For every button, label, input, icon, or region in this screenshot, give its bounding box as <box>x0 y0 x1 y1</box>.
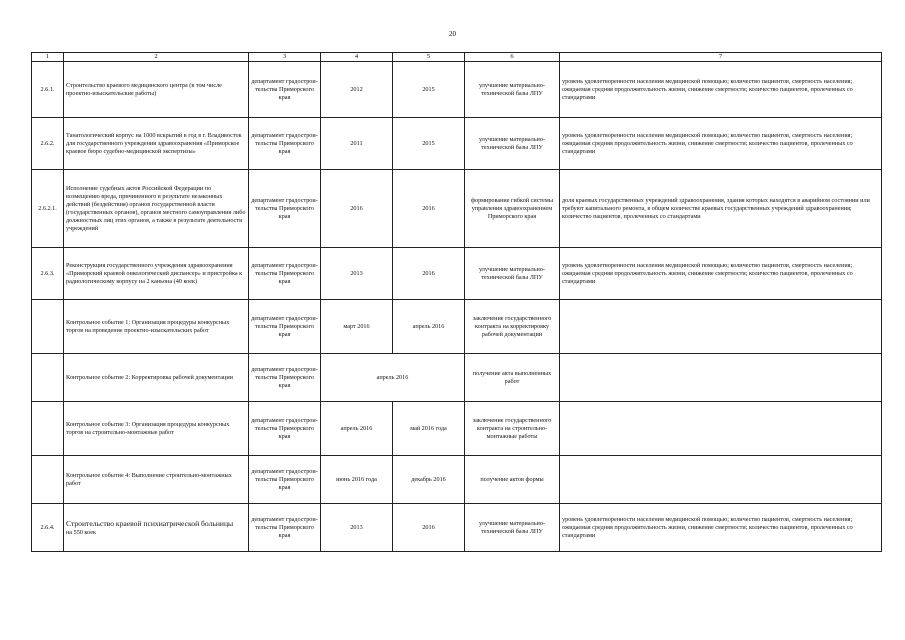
table-row <box>32 118 882 170</box>
row-number <box>32 402 64 456</box>
start-date: 2016 <box>321 170 393 248</box>
executor: департамент градострои-тельства Приморского края <box>249 504 321 552</box>
start-date: апрель 2016 <box>321 402 393 456</box>
expected-result: формирование гибкой системы управления здравоохранением Приморского края <box>465 170 560 248</box>
table-row <box>32 62 882 118</box>
row-number: 2.6.2.1. <box>32 170 64 248</box>
table-row <box>32 354 882 402</box>
end-date: 2015 <box>393 118 465 170</box>
expected-result: заключение государственного контракта на строительно-монтажные работы <box>465 402 560 456</box>
executor: департамент градострои-тельства Приморского края <box>249 456 321 504</box>
indicators: уровень удовлетворенности населения медицинской помощью; количество пациентов, смертность населения; ожидаемая средняя продолжительность жизни, снижение смертности; количество пациентов, пролеченных со стандартами <box>560 248 882 300</box>
header-row <box>32 53 882 62</box>
column-header: 7 <box>560 53 882 62</box>
column-header: 4 <box>321 53 393 62</box>
measure-name: Контрольное событие 1: Организация процедуры конкурсных торгов на проведение проектно-изыскательских работ <box>64 300 249 354</box>
expected-result: получение актов формы <box>465 456 560 504</box>
measure-name: Реконструкция государственного учреждения здравоохранения «Приморский краевой онкологический диспансер» и пристройка к радиологическому корпусу на 2 каньона (40 коек) <box>64 248 249 300</box>
column-header: 2 <box>64 53 249 62</box>
indicators <box>560 456 882 504</box>
end-date: 2016 <box>393 504 465 552</box>
program-table <box>31 52 882 552</box>
measure-name: Танатологический корпус на 1000 вскрытий в год в г. Владивосток для государственного учреждения здравоохранения «Приморское краевое бюро судебно-медицинской экспертизы» <box>64 118 249 170</box>
row-number: 2.6.2. <box>32 118 64 170</box>
table-row <box>32 300 882 354</box>
table-row <box>32 456 882 504</box>
period: апрель 2016 <box>321 354 465 402</box>
table-row <box>32 402 882 456</box>
end-date: 2016 <box>393 170 465 248</box>
executor: департамент градострои-тельства Приморского края <box>249 248 321 300</box>
end-date: 2015 <box>393 62 465 118</box>
column-header: 3 <box>249 53 321 62</box>
row-number <box>32 456 64 504</box>
measure-name-main: Строительство краевой психиатрической больницы <box>66 518 234 528</box>
measure-name: Контрольное событие 4: Выполнение строительно-монтажных работ <box>64 456 249 504</box>
column-header: 6 <box>465 53 560 62</box>
row-number <box>32 354 64 402</box>
executor: департамент градострои-тельства Приморского края <box>249 62 321 118</box>
row-number <box>32 300 64 354</box>
measure-name: Строительство краевого медицинского центра (в том числе проектно-изыскательские работы) <box>64 62 249 118</box>
start-date: 2011 <box>321 118 393 170</box>
page-number: 20 <box>449 30 456 38</box>
executor: департамент градострои-тельства Приморского края <box>249 402 321 456</box>
indicators: доля краевых государственных учреждений здравоохранения, здания которых находятся в аварийном состоянии или требуют капитального ремонта, в общем количестве краевых государственных учреждений здравоохранения; количество пациентов, пролеченных со стандартами <box>560 170 882 248</box>
table-row <box>32 248 882 300</box>
table-row <box>32 170 882 248</box>
measure-name: Исполнение судебных актов Российской Федерации по возмещению вреда, причиненного в результате незаконных действий (бездействия) органов государственной власти (государственных органов), органов местного самоуправления либо должностных лиц этих органов, а также в результате деятельности учреждений <box>64 170 249 248</box>
indicators <box>560 354 882 402</box>
row-number: 2.6.1. <box>32 62 64 118</box>
row-number: 2.6.4. <box>32 504 64 552</box>
start-date: 2013 <box>321 248 393 300</box>
start-date: 2012 <box>321 62 393 118</box>
expected-result: улучшение материально-технической базы ЛПУ <box>465 62 560 118</box>
executor: департамент градострои-тельства Приморского края <box>249 300 321 354</box>
end-date: май 2016 года <box>393 402 465 456</box>
measure-name <box>64 504 249 552</box>
row-number: 2.6.3. <box>32 248 64 300</box>
measure-name: Контрольное событие 3: Организация процедуры конкурсных торгов на строительно-монтажные работ <box>64 402 249 456</box>
measure-name-rest: на 550 коек <box>66 528 97 536</box>
expected-result: улучшение материально-технической базы ЛПУ <box>465 118 560 170</box>
executor: департамент градострои-тельства Приморского края <box>249 354 321 402</box>
indicators <box>560 300 882 354</box>
start-date: июнь 2016 года <box>321 456 393 504</box>
indicators: уровень удовлетворенности населения медицинской помощью; количество пациентов, смертность населения; ожидаемая средняя продолжительность жизни, снижение смертности; количество пациентов, пролеченных со стандартами <box>560 62 882 118</box>
indicators: уровень удовлетворенности населения медицинской помощью; количество пациентов, смертность населения; ожидаемая средняя продолжительность жизни, снижение смертности; количество пациентов, пролеченных со стандартами <box>560 504 882 552</box>
expected-result: заключение государственного контракта на корректировку рабочей документации <box>465 300 560 354</box>
expected-result: улучшение материально-технической базы ЛПУ <box>465 504 560 552</box>
table-row <box>32 504 882 552</box>
column-header: 1 <box>32 53 64 62</box>
executor: департамент градострои-тельства Приморского края <box>249 118 321 170</box>
column-header: 5 <box>393 53 465 62</box>
end-date: апрель 2016 <box>393 300 465 354</box>
expected-result: получение акта выполненных работ <box>465 354 560 402</box>
expected-result: улучшение материально-технической базы ЛПУ <box>465 248 560 300</box>
start-date: 2013 <box>321 504 393 552</box>
executor: департамент градострои-тельства Приморского края <box>249 170 321 248</box>
measure-name: Контрольное событие 2: Корректировка рабочей документации <box>64 354 249 402</box>
end-date: 2016 <box>393 248 465 300</box>
end-date: декабрь 2016 <box>393 456 465 504</box>
indicators: уровень удовлетворенности населения медицинской помощью; количество пациентов, смертность населения; ожидаемая средняя продолжительность жизни, снижение смертности; количество пациентов, пролеченных со стандартами <box>560 118 882 170</box>
start-date: март 2016 <box>321 300 393 354</box>
indicators <box>560 402 882 456</box>
